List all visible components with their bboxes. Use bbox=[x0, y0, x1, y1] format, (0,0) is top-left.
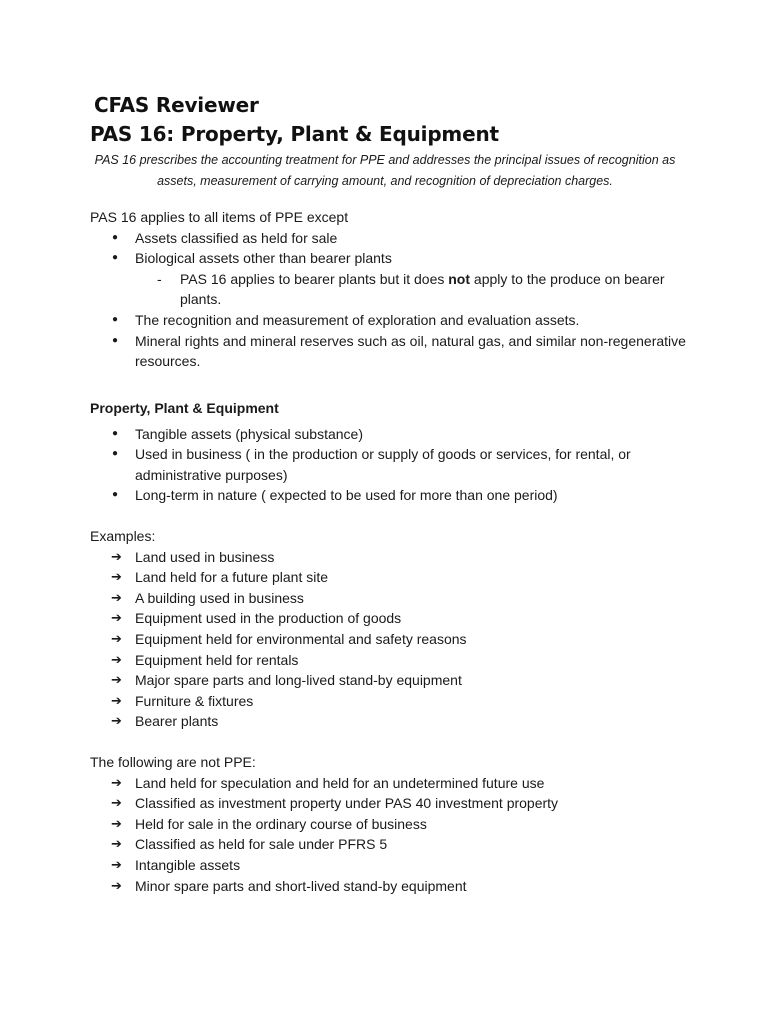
not-ppe-section bbox=[90, 752, 690, 896]
list-item: ➔ Equipment held for rentals bbox=[90, 650, 690, 671]
list-item: ➔ Furniture & fixtures bbox=[90, 691, 690, 712]
examples-lead: Examples: bbox=[90, 528, 156, 544]
list-item: ➔ Land held for a future plant site bbox=[90, 567, 690, 588]
document-title: CFAS Reviewer bbox=[94, 93, 259, 117]
list-item: ➔ A building used in business bbox=[90, 588, 690, 609]
sub-text-bold: not bbox=[448, 270, 471, 287]
document-subtitle: PAS 16: Property, Plant & Equipment bbox=[90, 122, 499, 146]
scope-lead: PAS 16 applies to all items of PPE except bbox=[90, 209, 349, 225]
sub-text-after: apply to the produce on bearer plants. bbox=[180, 270, 665, 308]
list-item: ➔ Equipment used in the production of goods bbox=[90, 608, 690, 629]
list-item bbox=[90, 269, 690, 310]
list-item: ● Tangible assets (physical substance) bbox=[90, 424, 690, 445]
scope-sublist bbox=[90, 269, 690, 310]
list-item: ● Assets classified as held for sale bbox=[90, 228, 690, 249]
ppe-heading: Property, Plant & Equipment bbox=[90, 400, 279, 416]
list-item: ● Biological assets other than bearer plants bbox=[90, 248, 690, 269]
list-item: ➔ Intangible assets bbox=[90, 855, 690, 876]
list-item: ➔ Classified as held for sale under PFRS 5 bbox=[90, 834, 690, 855]
list-item: ➔ Classified as investment property under PAS 40 investment property bbox=[90, 793, 690, 814]
list-item: ➔ Equipment held for environmental and safety reasons bbox=[90, 629, 690, 650]
intro-paragraph: PAS 16 prescribes the accounting treatment for PPE and addresses the principal issues of recognition as assets, measurement of carrying amount, and recognition of depreciation charges. bbox=[94, 153, 676, 188]
examples-section bbox=[90, 526, 690, 732]
not-ppe-lead: The following are not PPE: bbox=[90, 754, 256, 770]
list-item: ➔ Minor spare parts and short-lived stand-by equipment bbox=[90, 876, 690, 897]
list-item: ➔ Major spare parts and long-lived stand-by equipment bbox=[90, 670, 690, 691]
scope-list-continued bbox=[90, 310, 690, 372]
list-item: ➔ Held for sale in the ordinary course of business bbox=[90, 814, 690, 835]
ppe-list bbox=[90, 424, 690, 506]
examples-list bbox=[90, 547, 690, 732]
list-item: ● Mineral rights and mineral reserves such as oil, natural gas, and similar non-regenerative resources. bbox=[90, 331, 690, 372]
not-ppe-list bbox=[90, 773, 690, 897]
list-item: ● The recognition and measurement of exploration and evaluation assets. bbox=[90, 310, 690, 331]
list-item: ➔ Land used in business bbox=[90, 547, 690, 568]
scope-section bbox=[90, 207, 690, 372]
list-item: ➔ Bearer plants bbox=[90, 711, 690, 732]
ppe-section bbox=[90, 398, 690, 506]
sub-text-before: PAS 16 applies to bearer plants but it does bbox=[180, 270, 449, 287]
scope-list bbox=[90, 228, 690, 269]
list-item: ● Used in business ( in the production or supply of goods or services, for rental, or administrative purposes) bbox=[90, 444, 690, 485]
list-item: ● Long-term in nature ( expected to be used for more than one period) bbox=[90, 485, 690, 506]
list-item: ➔ Land held for speculation and held for an undetermined future use bbox=[90, 773, 690, 794]
